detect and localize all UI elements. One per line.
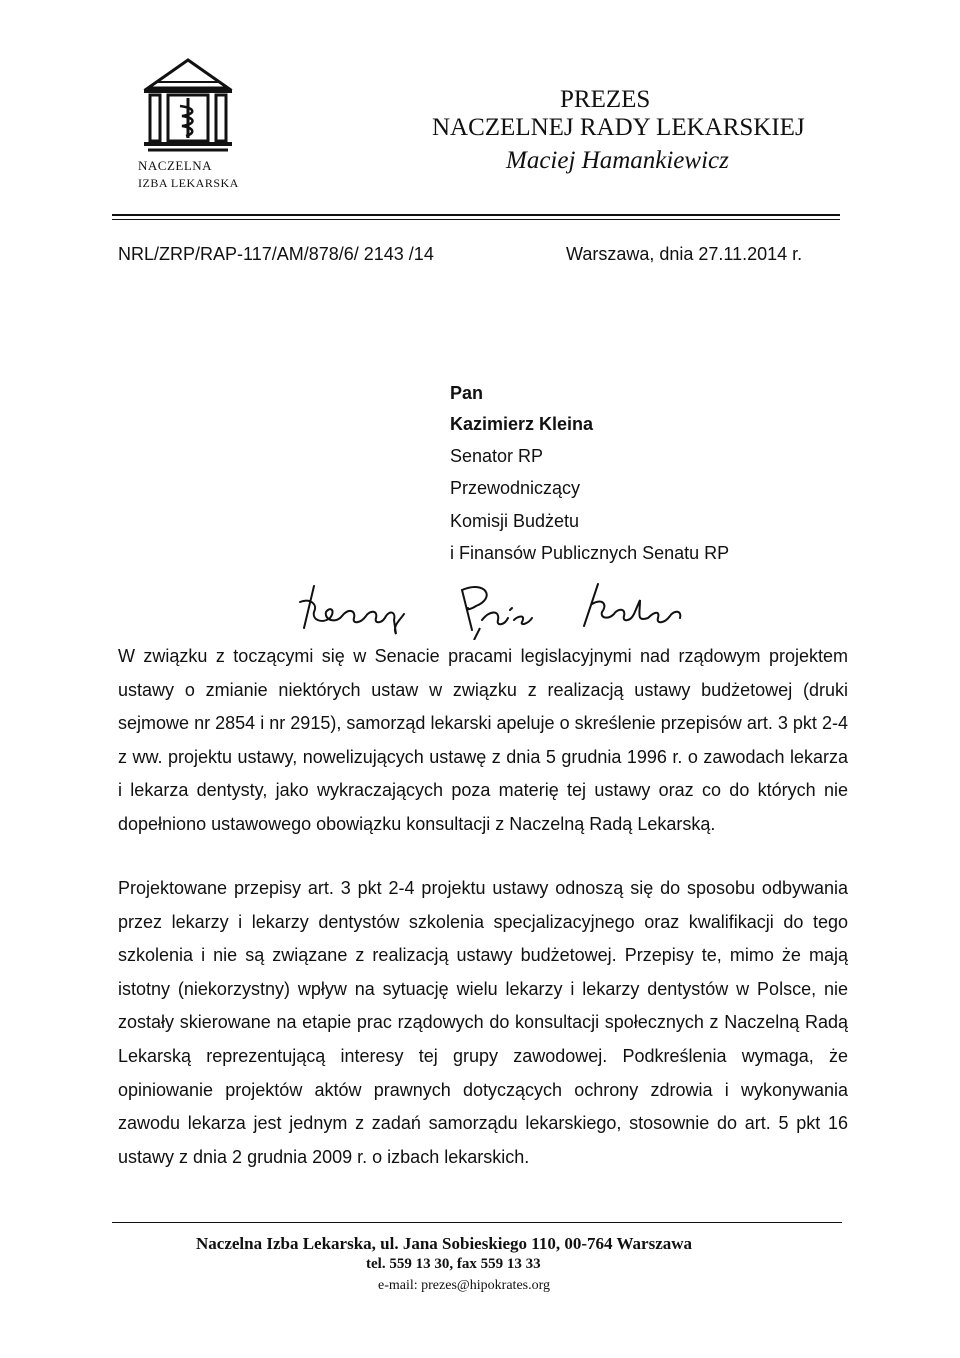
header-rule-thick	[112, 214, 840, 216]
logo-text-line1: NACZELNA	[138, 158, 213, 173]
recipient-line: Przewodniczący	[450, 478, 581, 498]
footer-phone: tel. 559 13 30, fax 559 13 33	[366, 1256, 541, 1272]
reference-number: NRL/ZRP/RAP-117/AM/878/6/ 2143 /14	[118, 244, 434, 264]
body-paragraph-2: Projektowane przepisy art. 3 pkt 2-4 projektu ustawy odnoszą się do sposobu odbywania przez lekarzy i lekarzy dentystów szkolenia specjalizacyjnego oraz kwalifikacji do tego szkolenia i nie są związane z realizacją ustawy budżetowej. Przepisy te, mimo że mają istotny (niekorzystny) wpływ na sytuację wielu lekarzy i lekarzy dentystów w Polsce, nie zostały skierowane na etapie prac rządowych do konsultacji społecznych z Naczelną Radą Lekarską reprezentującą interesy tej grupy zawodowej. Podkreślenia wymaga, że opiniowanie projektów aktów prawnych dotyczących ochrony zdrowia i wykonywania zawodu lekarza jest jednym z zadań samorządu lekarskiego, stosownie do art. 5 pkt 16 ustawy z dnia 2 grudnia 2009 r. o izbach lekarskich.	[118, 878, 848, 1167]
footer-email: e-mail: prezes@hipokrates.org	[378, 1278, 551, 1293]
recipient-line: i Finansów Publicznych Senatu RP	[450, 543, 730, 563]
place-date: Warszawa, dnia 27.11.2014 r.	[566, 244, 803, 264]
letterhead-name: Maciej Hamankiewicz	[506, 147, 729, 174]
header-rule-thin	[112, 219, 840, 220]
logo-text-line2: IZBA LEKARSKA	[138, 176, 239, 190]
recipient-line: Senator RP	[450, 446, 544, 466]
recipient-line: Kazimierz Kleina	[450, 414, 594, 434]
body-paragraph-1: W związku z toczącymi się w Senacie pracami legislacyjnymi nad rządowym projektem ustawy o zmianie niektórych ustaw w związku z realizacją ustawy budżetowej (druki sejmowe nr 2854 i nr 2915), samorząd lekarski apeluje o skreślenie przepisów art. 3 pkt 2-4 z ww. projektu ustawy, nowelizujących ustawę z dnia 5 grudnia 1996 r. o zawodach lekarza i lekarza dentysty, jako wykraczających poza materię tej ustawy oraz co do których nie dopełniono ustawowego obowiązku konsultacji z Naczelną Radą Lekarską.	[118, 646, 848, 834]
recipient-line: Pan	[450, 383, 484, 403]
footer-rule	[112, 1222, 842, 1223]
recipient-line: Komisji Budżetu	[450, 511, 580, 531]
letterhead-organization: NACZELNEJ RADY LEKARSKIEJ	[432, 114, 805, 141]
letterhead-title: PREZES	[560, 86, 651, 113]
chamber-logo	[138, 58, 238, 196]
handwritten-salutation	[296, 580, 716, 640]
footer-address: Naczelna Izba Lekarska, ul. Jana Sobieskiego 110, 00-764 Warszawa	[196, 1234, 693, 1253]
logo-emblem-icon	[138, 58, 238, 158]
